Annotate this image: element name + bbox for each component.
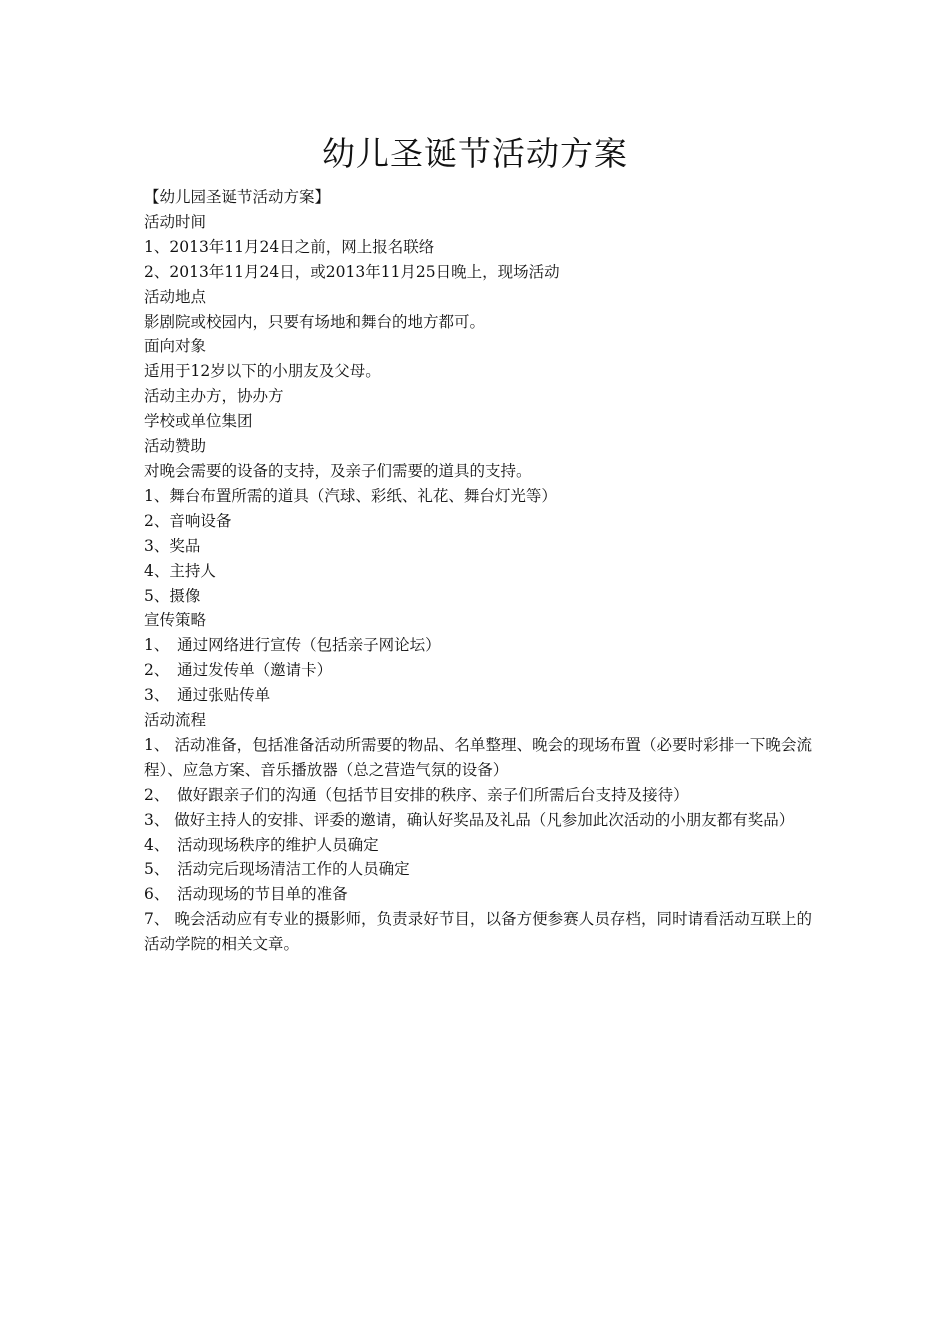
list-item: 2、 做好跟亲子们的沟通（包括节目安排的秩序、亲子们所需后台支持及接待） xyxy=(144,785,689,804)
section-heading: 活动主办方，协办方 xyxy=(144,387,284,406)
list-item: 4、主持人 xyxy=(144,561,216,580)
list-item: 2、 通过发传单（邀请卡） xyxy=(144,661,333,680)
list-item: 5、摄像 xyxy=(144,586,201,605)
list-item: 3、 通过张贴传单 xyxy=(144,686,271,705)
list-item: 3、 做好主持人的安排、评委的邀请，确认好奖品及礼品（凡参加此次活动的小朋友都有奖品） xyxy=(144,810,795,829)
list-item: 1、舞台布置所需的道具（汽球、彩纸、礼花、舞台灯光等） xyxy=(144,486,557,505)
section-heading: 面向对象 xyxy=(144,337,207,356)
section-heading: 活动地点 xyxy=(144,287,207,306)
paragraph-line: 对晚会需要的设备的支持，及亲子们需要的道具的支持。 xyxy=(144,461,532,480)
list-item: 4、 活动现场秩序的维护人员确定 xyxy=(144,835,379,854)
paragraph-line: 适用于12岁以下的小朋友及父母。 xyxy=(144,362,381,381)
list-item: 2、音响设备 xyxy=(144,511,232,530)
section-heading: 活动赞助 xyxy=(144,437,207,456)
paragraph-line: 影剧院或校园内，只要有场地和舞台的地方都可。 xyxy=(144,312,486,331)
paragraph-line: 学校或单位集团 xyxy=(144,412,253,431)
list-item: 1、 活动准备，包括准备活动所需要的物品、名单整理、晚会的现场布置（必要时彩排一下晚会流程）、应急方案、音乐播放器（总之营造气氛的设备） xyxy=(144,735,812,779)
section-heading: 宣传策略 xyxy=(144,611,207,630)
paragraph-line: 2、2013年11月24日，或2013年11月25日晚上，现场活动 xyxy=(144,262,560,281)
section-heading: 活动流程 xyxy=(144,711,207,730)
list-item: 3、奖品 xyxy=(144,536,201,555)
section-heading: 活动时间 xyxy=(144,212,207,231)
paragraph-line: 1、2013年11月24日之前，网上报名联络 xyxy=(144,237,435,256)
list-item: 6、 活动现场的节目单的准备 xyxy=(144,885,348,904)
list-item: 5、 活动完后现场清洁工作的人员确定 xyxy=(144,860,410,879)
section-heading: 【幼儿园圣诞节活动方案】 xyxy=(144,188,331,206)
document-title: 幼儿圣诞节活动方案 xyxy=(322,134,628,173)
list-item: 7、 晚会活动应有专业的摄影师，负责录好节目，以备方便参赛人员存档，同时请看活动互联上的活动学院的相关文章。 xyxy=(144,910,812,954)
list-item: 1、 通过网络进行宣传（包括亲子网论坛） xyxy=(144,636,441,655)
document-body xyxy=(144,185,812,957)
